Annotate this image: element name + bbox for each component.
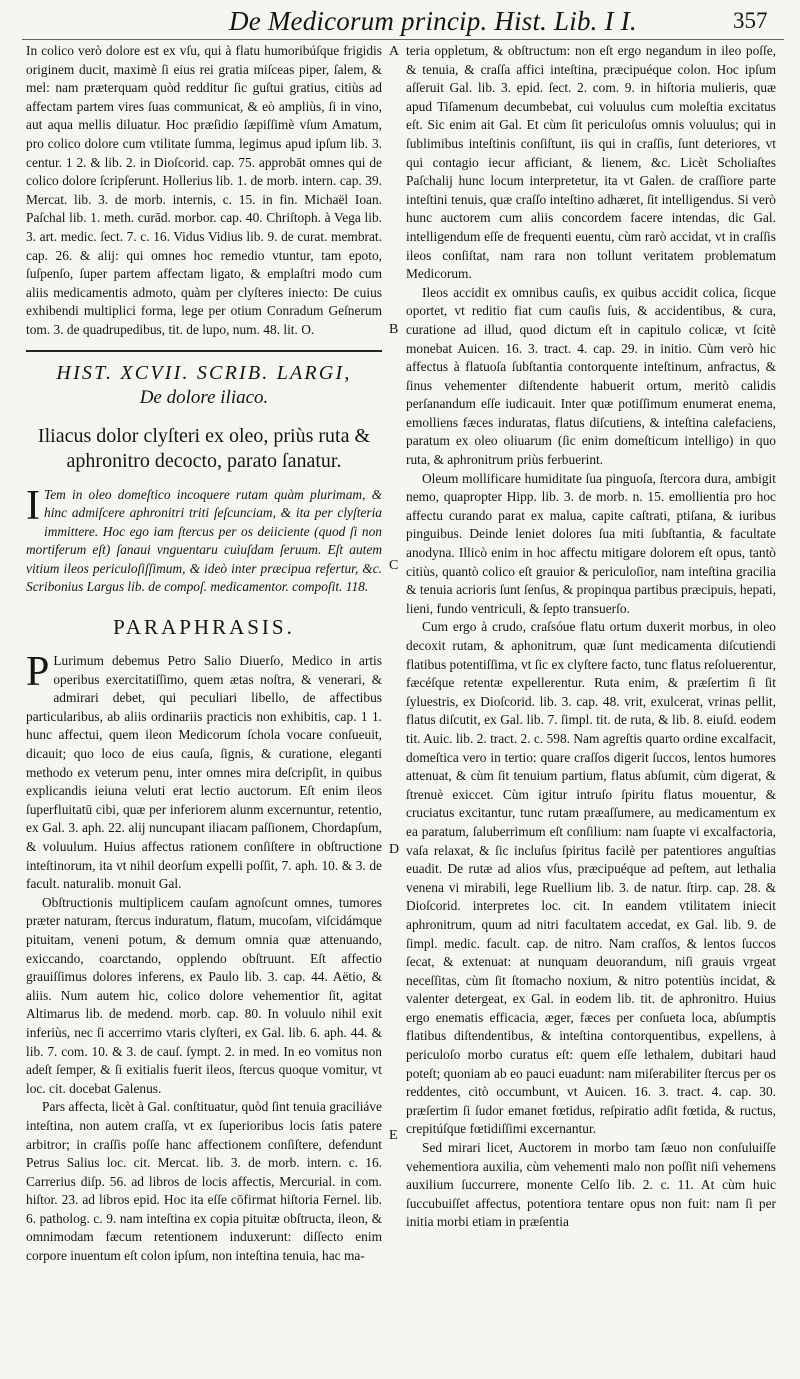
paraphrasis-drop-cap: P [26,649,50,696]
right-paragraph-5: Sed mirari licet, Auctorem in morbo tam ſæuo non conſuluiſſe vehementiora auxilia, cùm vehementi malo non poſſit niſi vehemens auxilium ſuccurrere, monente Celſo lib. 2. c. 11. At cùm huic ſuccubuiſſet affectus, potentiora tentare opus non fuit: nam ſi per initia morbi etiam in præſentia [406,1140,776,1230]
margin-letter-e: E [389,1128,398,1143]
running-title: De Medicorum princip. Hist. Lib. I I. [229,6,637,36]
left-paragraph-3: Obſtructionis multiplicem cauſam agnoſcunt omnes, tumores præter naturam, ſtercus induratum, flatum, mucoſam, viſcidámque pituitam, veneni potum, & demum omnia quæ attenuando, exiccando, coarctando, opplendo obſtruunt. Eſt affectio grauiſſimus dolores inferens, ex Paulo lib. 3. cap. 44. Aëtio, & aliis. Num autem hic, colico dolore vehementior ſit, agitat Altimarus lib. de medend. morb. cap. 80. In voluulo nihil exit inferiùs, nec ſi accerrimo vtaris clyſteri, ex Gal. lib. 6. aph. 44. & lib. 7. com. 10. & 3. de cauſ. ſympt. 2. in med. In eo vomitus non adeſt ſemper, & ſi exitialis fuerit ileos, ſtercus quoque vomitur, vt loc. cit. docebat Galenus. [26,894,382,1096]
page-number: 357 [733,8,768,33]
paraphrasis-heading: PARAPHRASIS. [113,615,295,640]
section-separator [26,350,382,352]
left-paragraph-2: Lurimum debemus Petro Salio Diuerſo, Medico in artis operibus exercitatiſſimo, quem ætas noſtra, & venerari, & admirari debet, qui peculiari libello, de affectibus particularibus, ab aliis ordinariis practicis non exhibitis, cap. 1 1. hunc affectui, quem ileon Medicorum ſchola vocare conſueuit, dicauit; quo loco de eius cauſa, ſignis, & curatione, eleganti methodo ex veterum penu, inter omnes mira deſcripſit, in quibus explicandis ieiuna veluti erat lectio auctorum. Eſt enim ileos ſuperfluitatū cibi, quæ per inferiorem alunm excernuntur, retentio, ex Gal. 3. aph. 22. alij nuncupant iliacam paſſionem, Chordapſum, & voluulum. Huius affectus rationem conſiſtere in obſtructione inteſtinorum, ita vt nihil deorſum expelli poſſit, 7. aph. 10. & 3. de facult. naturalib. monuit Gal. [26,653,382,892]
right-paragraph-4: Cum ergo à crudo, craſsóue flatu ortum duxerit morbus, in oleo decoxit rutam, & aphonitrum, quæ ſunt medicamenta diſcutiendi flatibus potentiſſima, vt ſic ex clyſtere facto, tunc flatus reſoluerentur, fæcéſque retentæ expellerentur. Ruta enim, & præſertim ſi ſit ſyluestris, ex Dioſcorid. lib. 3. cap. 48. vrit, exulcerat, vrinas pellit, flatus diſcutit, ex Gal. lib. 7. ſimpl. tit. de ruta, & lib. 8. eiuſd. eodem tit. Auic. lib. 2. tract. 2. c. 598. Nam agreſtis quarto ordine excalfacit, domeſtica vero in tertio: quare craſſos digerit ſuccos, lentos humores attenuat, & cùm ſit tenuium partium, flatus abſumit, cùm digerat, & ſtrenuè exiccet. Cùm igitur intruſo ſpiritu flatus mouentur, & cruciatus excitantur, tunc rutam præaſſumere, au medicamentum ex ea paratum, ſaluberrimum eſt conſilium: nam ſuapte vi excalfactoria, vaſa relaxat, & ſic incluſus ſpiritus facilè per patentiores anguſtias euadit. De rutæ ad alios vſus, præcipuéque ad peſtem, aut lethalia venena vi mirabili, lege Ruellium lib. 3. de natur. ſtirp. cap. 28. & Dioſcorid. interpretes loc. cit. In eandem vtilitatem iniecit aphronitrum, quum ad nitri facultatem accedat, ex Gal. lib. 9. de ſimpl. medic. facult. cap. de nitro. Nam craſſos, & lentos ſuccos ſecat, & extenuat: at nunquam deuorandum, niſi grauis vrgeat neceſſitas, cùm ſit ſtomacho noxium, & nitro potentiùs incidat, & valenter detergeat, ex Gal. in eodem lib. tit. de aphronitro. Huius ergo enematis efficacia, æger, fæces per conſueta loca, abſumptis flatibus diſtendentibus, & inteſtina contorquentibus, expellens, à periculoſo morbo curatus eſt: quem eſſe lethalem, dubitari haud poteſt; quoniam ab eo pauci euadunt: nam miſerabiliter ſtercus per os reddentes, citò occumbunt, vt Auicen. 16. 3. tract. 4. cap. 30. præſertim ſi ſudor emanet fœtidus, reſpiratio adſit fœtida, & ructus, crepitúſque fœtidiſſimi excernantur. [406,619,776,1137]
lemma-heading: Iliacus dolor clyſteri ex oleo, priùs ruta & aphronitro decocto, parato ſanatur. [37,424,371,472]
paraphrasis-block [26,649,382,894]
scribonius-quote: Tem in oleo domeſtico incoquere rutam quàm plurimam, & hinc admiſcere aphronitri triti ſeſcunciam, & ita per clyſteria immittere. Hoc ego iam ſtercus per os deiiciente (quod ſi non mortiferum eſt) ſanaui vnguentaru cuiuſdam ſeruum. Eſt autem vitium ileos periculoſiſſimum, & ideò inter præcipua refertur, &c. Scribonius Largus lib. de compoſ. medicamentor. compoſit. 118. [26,486,382,595]
quote-block [26,482,382,598]
history-subtitle: De dolore iliaco. [139,386,269,408]
margin-letter-c: C [389,558,399,573]
left-paragraph-4: Pars affecta, licèt à Gal. conſtituatur, quòd ſint tenuia graciliáve inteſtina, non autem craſſa, vt ex ſuperioribus locis ſatis patere arbitror; in craſſis poſſe hanc affectionem conſiſtere, defendunt Petrus Salius loc. cit. Mercat. lib. 3. de morb. intern. c. 16. Carrerius diſp. 56. ad libros de locis affectis, Mercurial. in com. hiſtor. 23. ad libros epid. Hoc ita eſſe cōfirmat hiſtoria Fernel. lib. 6. patholog. c. 9. nam inteſtina ex copia pituitæ obſtructa, ileon, & omnimodam fæcum retentionem induxerunt: diſſecto enim corpore inuentum eſt colon ipſum, non inteſtina tenuia, hac ma- [26,1099,382,1264]
header-rule [22,39,784,40]
left-paragraph-1: In colico verò dolore est ex vſu, qui à flatu humoribúſque frigidis originem ducit, maximè ſi eius rei gratia miſceas piper, ſalem, & mel: nam præterquam quòd redditur ſic guſtui gratius, citiùs ad affectam partem vires ſuas communicat, & eò ampliùs, ſi in vino, aut aqua mellis diluatur. Hoc præſidio ſæpiſſimè vſum Amatum, pro colico dolore cum vtilitate ſumma, legimus apud ipſum lib. 3. centur. 1 2. & lib. 2. in Dioſcorid. cap. 75. approbāt omnes qui de colico dolore ſcripſerunt. Hollerius lib. 1. de morb. intern. cap. 39. Mercat. lib. 3. de morb. internis, c. 15. in fin. Michaël Ioan. Paſchal lib. 1. meth. curād. morbor. cap. 40. Chriſtoph. à Vega lib. 3. art. medic. ſect. 7. c. 16. Vidus Vidius lib. 9. de curat. membrat. cap. 26. & alij: qui omnes hoc remedio vtuntur, tam epoto, ſuſpenſo, ſuper partem affectam ligato, & emplaſtri modo cum aliis medicamentis admoto, quàm per clyſteres iniecto: De cuius exhibendi multiplici forma, lege per otium Conradum Geſnerum tom. 3. de quadrupedibus, tit. de lupo, num. 48. lit. O. [26,43,382,337]
margin-letter-b: B [389,322,399,337]
left-column [26,42,382,1266]
page-header [0,0,800,40]
margin-letter-a: A [389,44,400,59]
margin-letter-d: D [389,842,400,857]
right-paragraph-2: Ileos accidit ex omnibus cauſis, ex quibus accidit colica, ſicque oportet, vt reditio fiat cum cauſis ſuis, & accidentibus, & cura, curatione ad illud, quod dictum eſt in capitulo colicæ, vt ſcitè monebat Auicen. 16. 3. tract. 4. cap. 29. in initio. Cùm verò hic affectus à flatuoſa ſubſtantia contorquente inteſtinum, anfractus, & ſinus vehementer diſtendente habuerit ortum, meritò calidis perſanandum eſſe iudicauit. Inter quæ potiſſimum enumerat enema, emolliens fæces induratas, flatus diſcutiens, & inteſtina calefaciens, paratum ex oleo oliuarum (ſic enim domeſticum intelligo) in quo ruta, & aphronitrum priùs ferbuerint. [406,284,776,468]
history-title: HIST. XCVII. SCRIB. LARGI, [56,361,352,384]
right-paragraph-3: Oleum mollificare humiditate ſua pinguoſa, ſtercora dura, ambigit nemo, quapropter Hipp. lib. 3. de morb. n. 15. emollientia pro hoc affectu curando parat ex malua, capite caſtrati, ptiſana, & iuribus pinguibus. Deinde leniet dolores ſua miti ſubſtantia, & facultate anodyna. Illicò enim in hoc affectu mitigare dolorem eſt opus, tantò citiùs, quantò colico eſt grauior & periculoſior, nam inteſtina gracilia & tenuia acrioris ſunt ſenſus, & propinqua partibus præcipuis, hepati, lieni, fundo ventriculi, & ſepto transuerſo. [406,470,776,616]
quote-drop-cap: I [26,482,40,529]
right-column [406,42,776,1232]
right-paragraph-1: teria oppletum, & obſtructum: non eſt ergo negandum in ileo poſſe, & tenuia, & craſſa affici inteſtina, præcipuéque colon. Hoc ipſum aſſeruit Gal. lib. 3. epid. ſect. 2. com. 9. in hiſtoria mulieris, quæ apud Tiſamenum decumbebat, cui voluulus cum moleſtia excitatus eſt. Sic enim ait Gal. Et cùm ſit periculoſus omnis voluulus; qui in ſublimibus inteſtinis conſiſtunt, iis qui in craſſis, ſunt deteriores, vt qui contagio iecur afficiant, & lienem, &c. Licèt Scholiaſtes Paſchalij hunc locum interpretetur, ita vt Galen. de craſſiore parte inteſtini tenuis, quæ craſſo inteſtino adhæret, ſit intelligendus. Si verò hunc auctorem cum aliis concordem facere intendas, dic Gal. intelligendum eſſe de frequenti euentu, cùm rarò accidat, vt in craſſis ileos conſiſtat, nam rara non tollunt veritatem problematum Medicorum. [406,43,776,282]
